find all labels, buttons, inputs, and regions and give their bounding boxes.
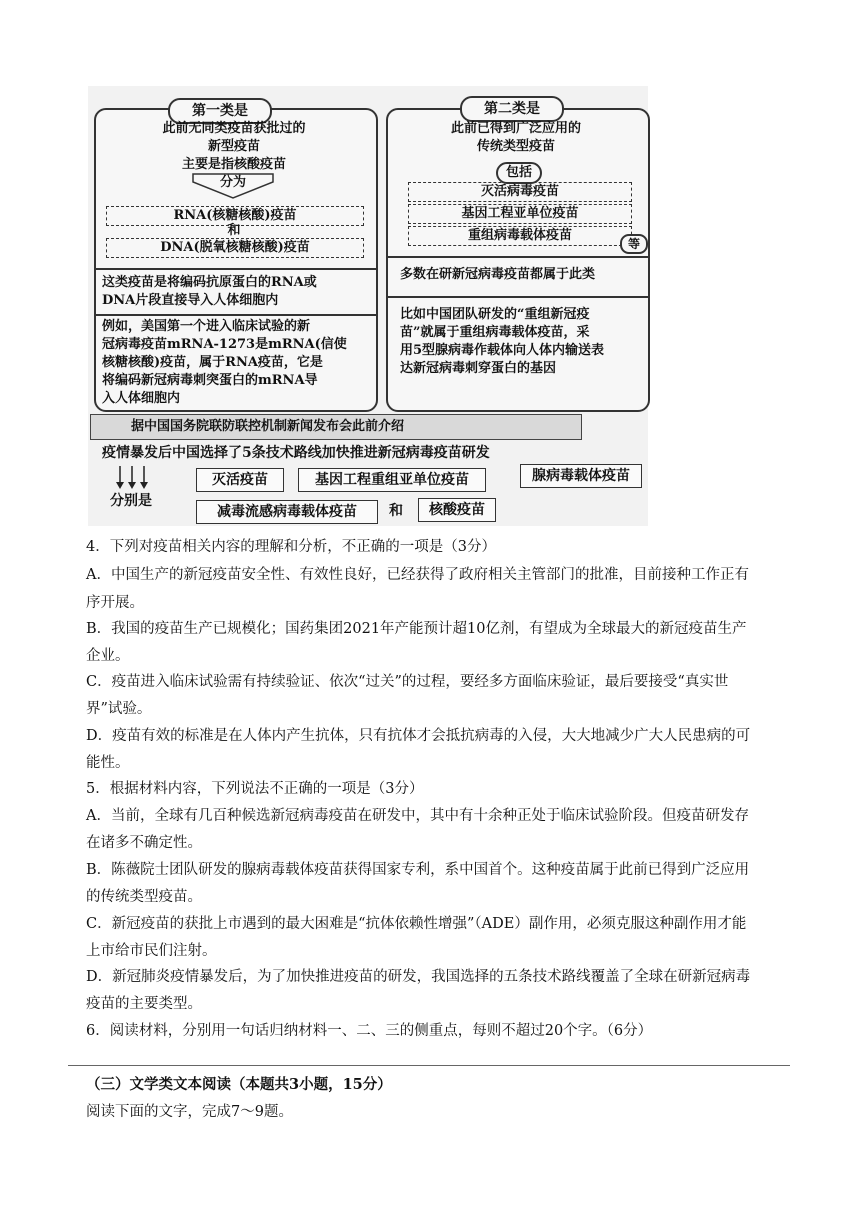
right-desc: 多数在研新冠病毒疫苗都属于此类 (400, 267, 596, 282)
q5-option-b-line1: B．陈薇院士团队研发的腺病毒载体疫苗获得国家专利，系中国首个。这种疫苗属于此前已得到广泛应用 (86, 862, 750, 878)
left-separator-1 (94, 268, 376, 270)
route-inactivated: 灭活疫苗 (196, 468, 284, 492)
q4-option-b-line1: B．我国的疫苗生产已规模化；国药集团2021年产能预计超10亿剂，有望成为全球最大的新冠疫苗生产 (86, 621, 747, 637)
right-example-line-2: 苗”就属于重组病毒载体疫苗，采 (400, 325, 590, 340)
routes-and-label: 和 (389, 503, 403, 519)
route-attenuated-influenza-vector: 减毒流感病毒载体疫苗 (196, 500, 378, 524)
q5-option-b-line2: 的传统类型疫苗。 (86, 889, 202, 905)
section-divider (68, 1065, 790, 1066)
q4-option-a-line2: 序开展。 (86, 595, 144, 611)
route-nucleic-acid: 核酸疫苗 (418, 498, 496, 522)
left-title-line-3: 主要是指核酸疫苗 (181, 157, 286, 172)
right-title-line-1: 此前已得到广泛应用的 (450, 121, 581, 136)
right-item-subunit: 基因工程亚单位疫苗 (408, 204, 632, 224)
routes-label: 分别是 (110, 493, 152, 509)
vaccine-classification-figure (88, 86, 648, 526)
right-item-inactivated: 灭活病毒疫苗 (408, 182, 632, 202)
q4-option-d-line1: D．疫苗有效的标准是在人体内产生抗体，只有抗体才会抵抗病毒的入侵，大大地减少广大人民患病的可 (86, 728, 751, 744)
left-separator-2 (94, 314, 376, 316)
q4-option-b-line2: 企业。 (86, 648, 130, 664)
include-tag: 包括 (496, 162, 542, 184)
right-example-line-1: 比如中国团队研发的“重组新冠疫 (400, 307, 590, 322)
route-adenovirus-vector: 腺病毒载体疫苗 (520, 464, 642, 488)
q4-option-d-line2: 能性。 (86, 755, 130, 771)
routes-arrows-icon (114, 464, 154, 490)
q5-stem: 5．根据材料内容，下列说法不正确的一项是（3分） (86, 781, 424, 797)
left-category-tag: 第一类是 (168, 98, 272, 124)
left-desc-line-1: 这类疫苗是将编码抗原蛋白的RNA或 (102, 275, 317, 290)
left-example-line-2: 冠病毒疫苗mRNA-1273是mRNA(信使 (102, 337, 347, 352)
q5-option-c-line2: 上市给市民们注射。 (86, 943, 217, 959)
left-example-line-3: 核糖核酸)疫苗，属于RNA疫苗，它是 (102, 355, 323, 370)
left-example-line-1: 例如，美国第一个进入临床试验的新 (102, 319, 311, 334)
and-label-left: 和 (227, 223, 241, 238)
left-title-line-1: 此前无同类疫苗获批过的 (162, 121, 306, 136)
left-example-line-5: 入人体细胞内 (102, 391, 181, 406)
q6-stem: 6．阅读材料，分别用一句话归纳材料一、二、三的侧重点，每则不超过20个字。（6分） (86, 1023, 653, 1039)
q5-option-a-line2: 在诸多不确定性。 (86, 835, 202, 851)
left-example-line-4: 将编码新冠病毒刺突蛋白的mRNA导 (102, 373, 318, 388)
q5-option-c-line1: C．新冠疫苗的获批上市遇到的最大困难是“抗体依赖性增强”（ADE）副作用，必须克服这种副作用才能 (86, 916, 747, 932)
q4-stem: 4．下列对疫苗相关内容的理解和分析，不正确的一项是（3分） (86, 539, 496, 555)
right-item-viral-vector: 重组病毒载体疫苗 (408, 226, 632, 246)
q4-option-c-line1: C．疫苗进入临床试验需有持续验证、依次“过关”的过程，要经多方面临床验证，最后要接受“真实世 (86, 674, 729, 690)
section3-heading: （三）文学类文本阅读（本题共3小题，15分） (86, 1076, 392, 1093)
left-desc-line-2: DNA片段直接导入人体细胞内 (102, 293, 279, 308)
press-conference-banner: 据中国国务院联防联控机制新闻发布会此前介绍 (90, 414, 582, 440)
q5-option-a-line1: A．当前，全球有几百种候选新冠病毒疫苗在研发中，其中有十余种正处于临床试验阶段。但疫苗研发存 (86, 808, 749, 824)
q5-option-d-line2: 疫苗的主要类型。 (86, 996, 202, 1012)
right-separator-2 (386, 296, 648, 298)
section3-instruction: 阅读下面的文字，完成7～9题。 (86, 1104, 293, 1120)
etc-tag: 等 (620, 234, 648, 254)
rna-vaccine-item: RNA(核糖核酸)疫苗 (106, 206, 364, 226)
q4-option-c-line2: 界”试验。 (86, 701, 152, 717)
right-title-line-2: 传统类型疫苗 (476, 139, 555, 154)
dna-vaccine-item: DNA(脱氧核糖核酸)疫苗 (106, 238, 364, 258)
divide-label: 分为 (219, 175, 246, 190)
right-category-tag: 第二类是 (460, 96, 564, 122)
left-title-line-2: 新型疫苗 (207, 139, 260, 154)
routes-intro: 疫情暴发后中国选择了5条技术路线加快推进新冠病毒疫苗研发 (102, 445, 490, 461)
q5-option-d-line1: D．新冠肺炎疫情暴发后，为了加快推进疫苗的研发，我国选择的五条技术路线覆盖了全球在研新冠病毒 (86, 969, 751, 985)
right-separator-1 (386, 256, 648, 258)
q4-option-a-line1: A．中国生产的新冠疫苗安全性、有效性良好，已经获得了政府相关主管部门的批准，目前接种工作正有 (86, 567, 749, 583)
right-example-line-4: 达新冠病毒刺穿蛋白的基因 (400, 361, 557, 376)
route-recombinant-subunit: 基因工程重组亚单位疫苗 (298, 468, 486, 492)
right-example-line-3: 用5型腺病毒作载体向人体内输送表 (400, 343, 605, 358)
